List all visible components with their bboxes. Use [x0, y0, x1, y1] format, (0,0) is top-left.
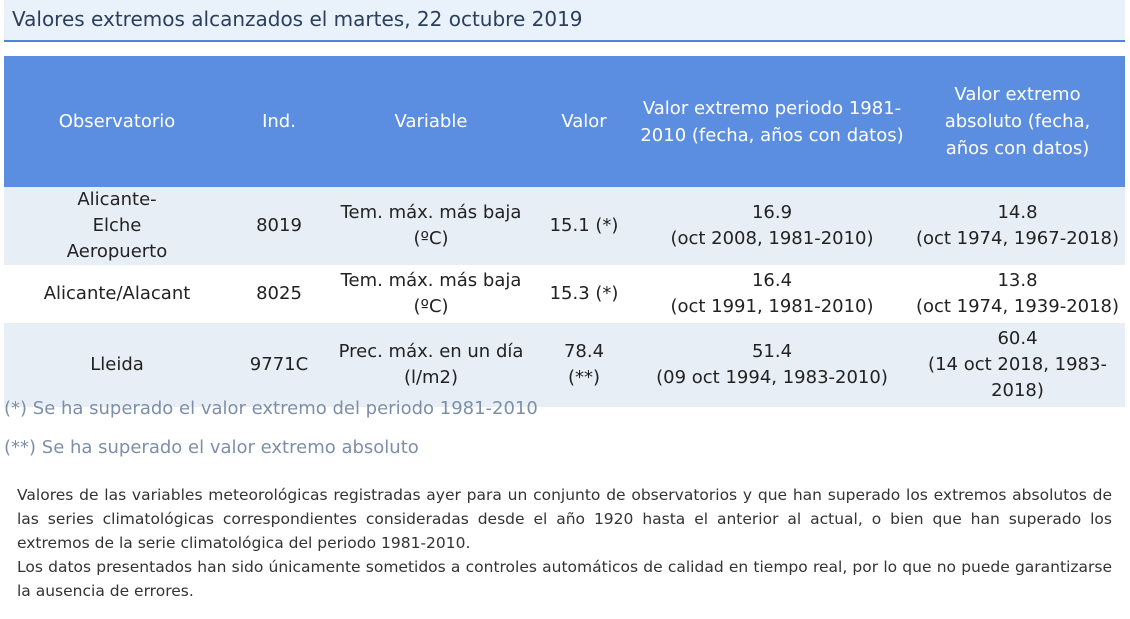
periodo-valor: 16.4 [751, 270, 793, 291]
cell-ind: 9771C [230, 323, 328, 407]
cell-variable: Prec. máx. en un día (l/m2) [328, 323, 534, 407]
header-absoluto: Valor extremo absoluto (fecha, años con datos) [910, 56, 1125, 187]
cell-variable: Tem. máx. más baja (ºC) [328, 265, 534, 323]
table-header-row [4, 56, 1125, 187]
periodo-fecha: (oct 1991, 1981-2010) [670, 296, 874, 317]
note-two-star: (**) Se ha superado el valor extremo absoluto [4, 437, 419, 458]
absoluto-fecha: (oct 1974, 1967-2018) [915, 228, 1120, 249]
absoluto-valor: 13.8 [997, 270, 1038, 291]
cell-observatorio: Lleida [4, 323, 230, 407]
cell-periodo [634, 265, 910, 323]
periodo-fecha: (oct 2008, 1981-2010) [670, 228, 874, 249]
header-periodo: Valor extremo periodo 1981-2010 (fecha, años con datos) [634, 56, 910, 187]
description-paragraph: Valores de las variables meteorológicas registradas ayer para un conjunto de observatorios y que han superado los extremos absolutos de las series climatológicas correspondientes consideradas desde el año 1920 hasta el anterior al actual, o bien que han superado los extremos de la serie climatológica del periodo 1981-2010. [17, 486, 1112, 552]
periodo-fecha: (09 oct 1994, 1983-2010) [656, 367, 888, 388]
absoluto-fecha: (14 oct 2018, 1983-2018) [928, 354, 1107, 401]
title-bar [4, 0, 1125, 42]
note-one-star: (*) Se ha superado el valor extremo del periodo 1981-2010 [4, 398, 538, 419]
cell-absoluto [910, 265, 1125, 323]
periodo-valor: 51.4 [751, 341, 793, 362]
absoluto-valor: 14.8 [997, 202, 1038, 223]
periodo-valor: 16.9 [751, 202, 793, 223]
extremes-table [4, 56, 1125, 407]
table-row [4, 323, 1125, 407]
cell-absoluto [910, 187, 1125, 265]
table-row [4, 265, 1125, 323]
header-valor: Valor [534, 56, 634, 187]
cell-valor: 15.1 (*) [534, 187, 634, 265]
description [17, 483, 1112, 603]
table-row [4, 187, 1125, 265]
header-variable: Variable [328, 56, 534, 187]
page-title: Valores extremos alcanzados el martes, 22 octubre 2019 [12, 7, 583, 31]
cell-ind: 8019 [230, 187, 328, 265]
cell-observatorio: Alicante-Elche Aeropuerto [4, 187, 230, 265]
cell-periodo [634, 187, 910, 265]
header-ind: Ind. [230, 56, 328, 187]
cell-observatorio: Alicante/Alacant [4, 265, 230, 323]
cell-variable: Tem. máx. más baja (ºC) [328, 187, 534, 265]
absoluto-fecha: (oct 1974, 1939-2018) [915, 296, 1120, 317]
absoluto-valor: 60.4 [997, 328, 1038, 349]
cell-ind: 8025 [230, 265, 328, 323]
cell-periodo [634, 323, 910, 407]
cell-absoluto [910, 323, 1125, 407]
header-observatorio: Observatorio [4, 56, 230, 187]
cell-valor: 15.3 (*) [534, 265, 634, 323]
description-paragraph: Los datos presentados han sido únicamente sometidos a controles automáticos de calidad en tiempo real, por lo que no puede garantizarse la ausencia de errores. [17, 558, 1112, 600]
cell-valor: 78.4 (**) [534, 323, 634, 407]
